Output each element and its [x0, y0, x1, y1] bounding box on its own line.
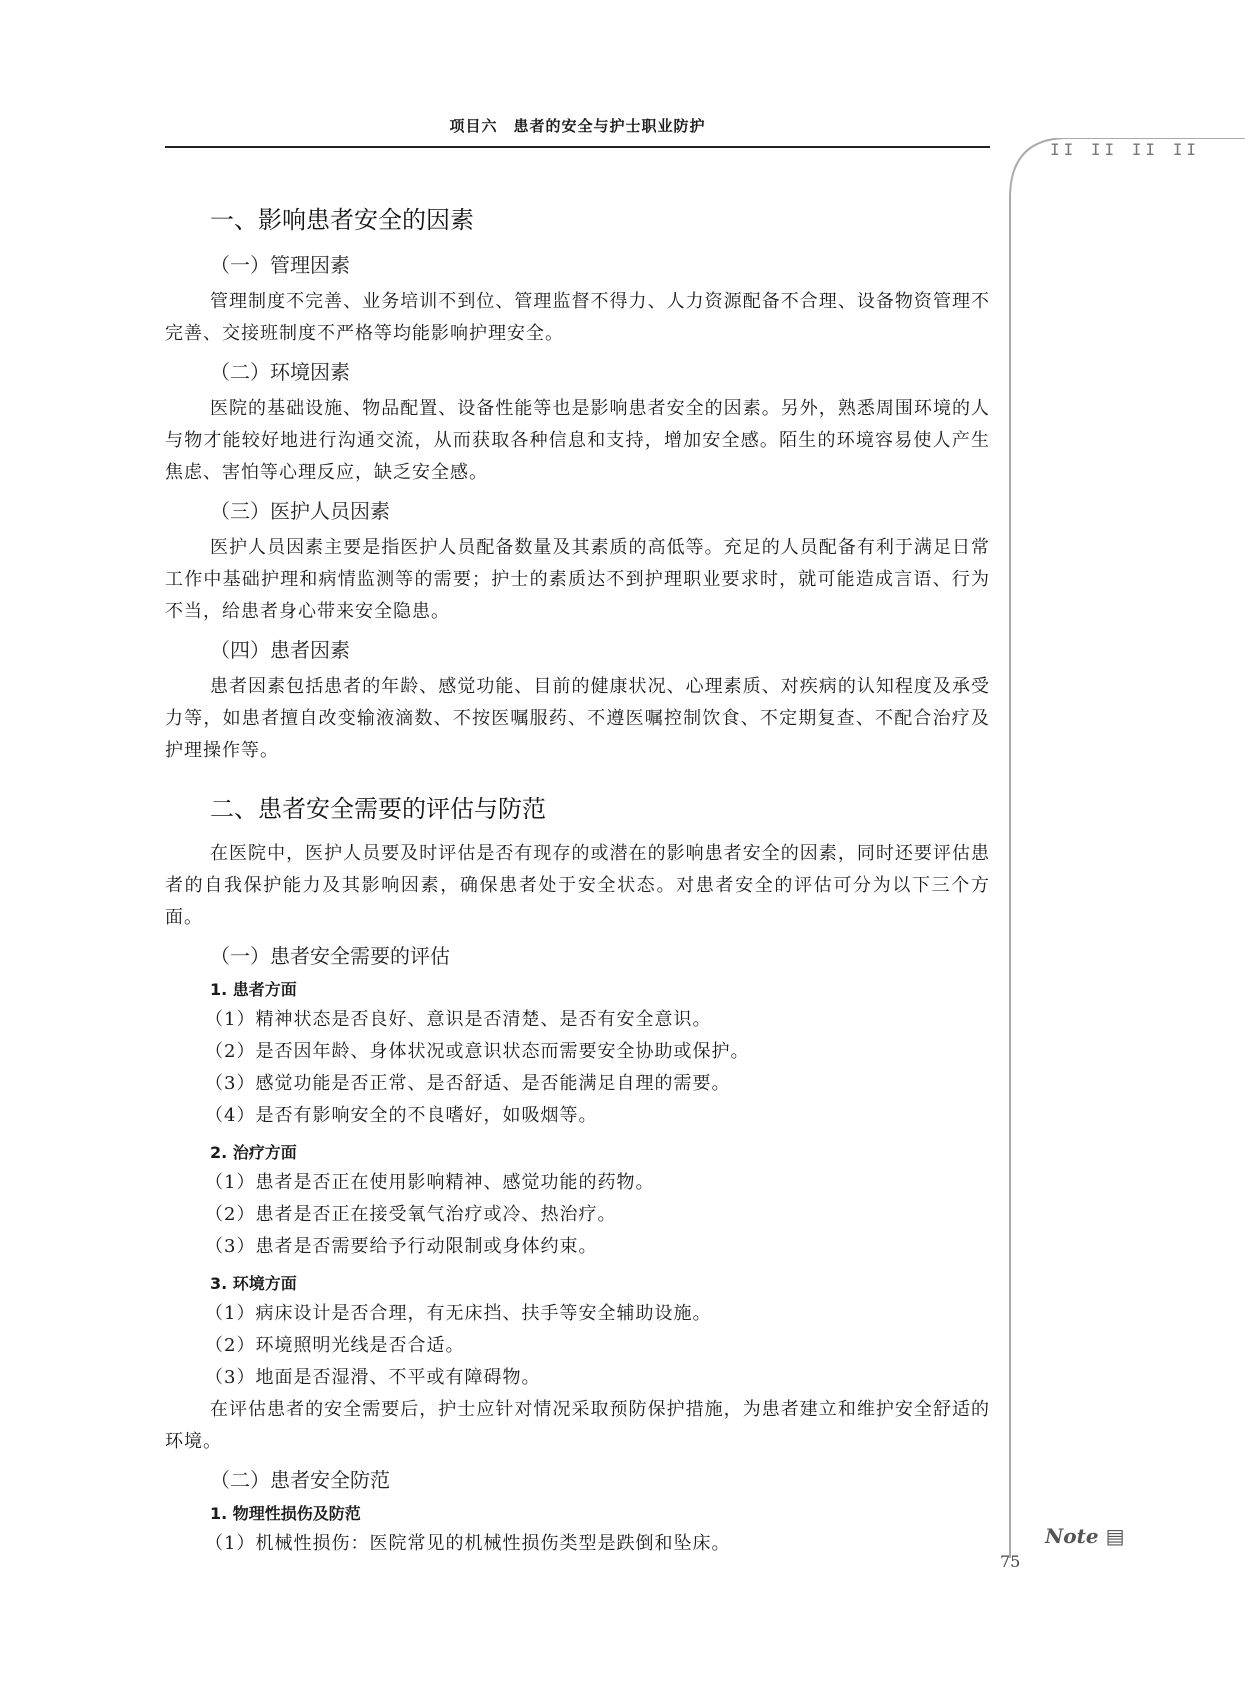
list-item: （2）环境照明光线是否合适。 — [205, 1335, 465, 1356]
s2-sub1-b-title: 2. 治疗方面 — [210, 1143, 297, 1162]
margin-tab-marks: II II II II — [1050, 140, 1200, 159]
page-body — [165, 200, 990, 1560]
s1-sub1-text: 管理制度不完善、业务培训不到位、管理监督不得力、人力资源配备不合理、设备物资管理不完善、交接班制度不严格等均能影响护理安全。 — [165, 291, 990, 344]
list-item: （1）患者是否正在使用影响精神、感觉功能的药物。 — [205, 1172, 655, 1193]
list-item: （4）是否有影响安全的不良嗜好，如吸烟等。 — [205, 1105, 598, 1126]
list-item: （3）地面是否湿滑、不平或有障碍物。 — [205, 1367, 541, 1388]
list-item: （1）精神状态是否良好、意识是否清楚、是否有安全意识。 — [205, 1009, 712, 1030]
list-item: （1）病床设计是否合理，有无床挡、扶手等安全辅助设施。 — [205, 1303, 712, 1324]
list-item: （1）机械性损伤：医院常见的机械性损伤类型是跌倒和坠床。 — [205, 1533, 731, 1554]
s1-sub4-text: 患者因素包括患者的年龄、感觉功能、目前的健康状况、心理素质、对疾病的认知程度及承受力等，如患者擅自改变输液滴数、不按医嘱服药、不遵医嘱控制饮食、不定期复查、不配合治疗及护理操作等。 — [165, 676, 990, 761]
s2-sub2-a-title: 1. 物理性损伤及防范 — [210, 1504, 361, 1523]
note-logo — [1045, 1524, 1124, 1548]
s1-sub4-title: （四）患者因素 — [210, 638, 350, 662]
margin-decoration — [1008, 138, 1245, 1558]
s2-sub1-c-title: 3. 环境方面 — [210, 1274, 297, 1293]
running-title: 项目六 患者的安全与护士职业防护 — [449, 117, 706, 135]
s2-sub2-title: （二）患者安全防范 — [210, 1468, 390, 1492]
s1-sub1-title: （一）管理因素 — [210, 253, 350, 277]
note-label: Note — [1045, 1524, 1099, 1548]
section-2-title: 二、患者安全需要的评估与防范 — [210, 795, 546, 823]
s2-intro: 在医院中，医护人员要及时评估是否有现存的或潜在的影响患者安全的因素，同时还要评估患者的自我保护能力及其影响因素，确保患者处于安全状态。对患者安全的评估可分为以下三个方面。 — [165, 843, 990, 928]
s2-sub1-a-title: 1. 患者方面 — [210, 980, 297, 999]
section-1-title: 一、影响患者安全的因素 — [210, 206, 474, 234]
s1-sub3-text: 医护人员因素主要是指医护人员配备数量及其素质的高低等。充足的人员配备有利于满足日常工作中基础护理和病情监测等的需要；护士的素质达不到护理职业要求时，就可能造成言语、行为不当，给患者身心带来安全隐患。 — [165, 537, 990, 622]
list-item: （3）感觉功能是否正常、是否舒适、是否能满足自理的需要。 — [205, 1073, 731, 1094]
page-number: 75 — [1000, 1552, 1021, 1571]
s1-sub2-title: （二）环境因素 — [210, 360, 350, 384]
s2-sub1-title: （一）患者安全需要的评估 — [210, 944, 450, 968]
list-item: （3）患者是否需要给予行动限制或身体约束。 — [205, 1236, 598, 1257]
list-item: （2）患者是否正在接受氧气治疗或冷、热治疗。 — [205, 1204, 617, 1225]
books-icon: ▤ — [1105, 1524, 1125, 1548]
s1-sub3-title: （三）医护人员因素 — [210, 499, 390, 523]
header-rule — [165, 146, 990, 148]
s2-sub1-outro: 在评估患者的安全需要后，护士应针对情况采取预防保护措施，为患者建立和维护安全舒适的环境。 — [165, 1399, 990, 1452]
s1-sub2-text: 医院的基础设施、物品配置、设备性能等也是影响患者安全的因素。另外，熟悉周围环境的人与物才能较好地进行沟通交流，从而获取各种信息和支持，增加安全感。陌生的环境容易使人产生焦虑、害怕等心理反应，缺乏安全感。 — [165, 398, 990, 483]
list-item: （2）是否因年龄、身体状况或意识状态而需要安全协助或保护。 — [205, 1041, 750, 1062]
